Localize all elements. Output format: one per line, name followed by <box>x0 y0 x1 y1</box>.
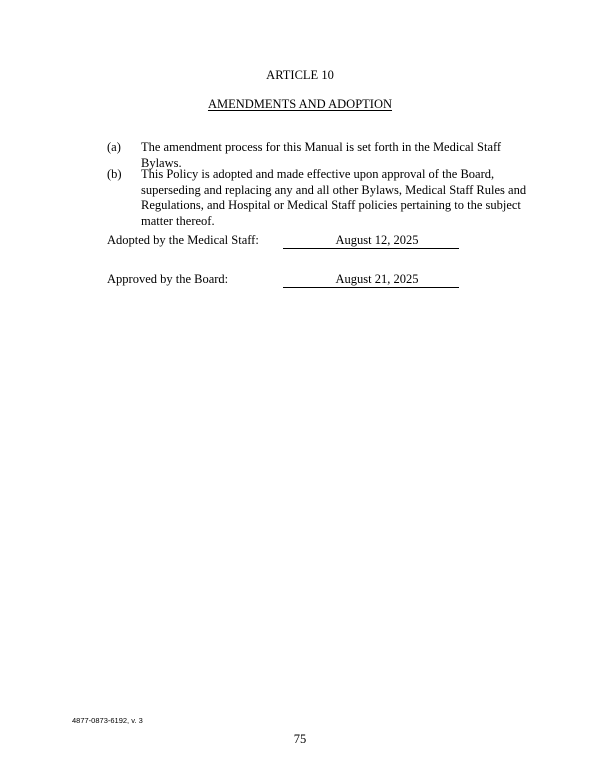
document-id: 4877-0873-6192, v. 3 <box>72 716 143 725</box>
paragraph-label: (a) <box>107 140 121 154</box>
adopted-label: Adopted by the Medical Staff: <box>107 233 259 247</box>
paragraph-b <box>107 167 537 229</box>
approved-date-line <box>283 272 459 288</box>
paragraph-text: The amendment process for this Manual is set forth in the Medical Staff Bylaws. <box>141 140 502 170</box>
approved-label: Approved by the Board: <box>107 272 229 286</box>
article-number: ARTICLE 10 <box>266 68 334 82</box>
paragraph-label: (b) <box>107 167 122 181</box>
adopted-date-line <box>283 233 459 249</box>
paragraph-text: This Policy is adopted and made effective upon approval of the Board, superseding and replacing any and all other Bylaws, Medical Staff Rules and Regulations, and Hospital or Medical Staff policies pertaining to the subject matter thereof. <box>141 167 527 228</box>
page-number: 75 <box>293 732 307 746</box>
article-title: AMENDMENTS AND ADOPTION <box>207 97 393 111</box>
approved-date: August 21, 2025 <box>335 272 419 286</box>
adopted-date: August 12, 2025 <box>335 233 419 247</box>
